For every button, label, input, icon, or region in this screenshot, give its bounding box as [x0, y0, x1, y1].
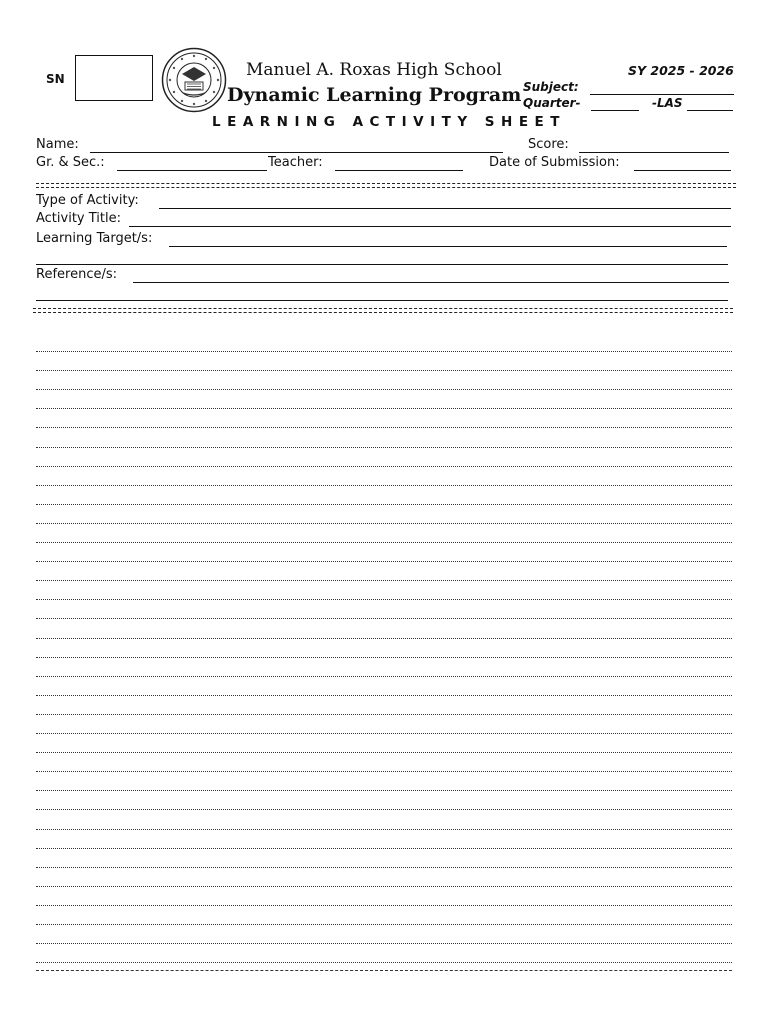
bottom-dashed-line [36, 970, 732, 971]
activity-title-field[interactable] [129, 226, 731, 227]
answer-line[interactable] [36, 790, 732, 791]
answer-line[interactable] [36, 733, 732, 734]
answer-line[interactable] [36, 599, 732, 600]
activity-title-label: Activity Title: [36, 211, 121, 226]
double-dashed-divider [36, 183, 736, 188]
answer-line[interactable] [36, 408, 732, 409]
name-label: Name: [36, 137, 79, 152]
answer-line[interactable] [36, 351, 732, 352]
answer-line[interactable] [36, 466, 732, 467]
answer-line[interactable] [36, 867, 732, 868]
teacher-label: Teacher: [268, 155, 323, 170]
grade-section-field[interactable] [117, 170, 267, 171]
answer-line[interactable] [36, 485, 732, 486]
school-seal-icon [161, 47, 227, 113]
answer-line[interactable] [36, 657, 732, 658]
reference-field[interactable] [133, 282, 729, 283]
sn-label: SN [46, 72, 65, 86]
date-submission-label: Date of Submission: [489, 155, 620, 170]
subject-field[interactable] [590, 94, 734, 95]
answer-line[interactable] [36, 771, 732, 772]
answer-line[interactable] [36, 962, 732, 963]
answer-line[interactable] [36, 523, 732, 524]
school-name: Manuel A. Roxas High School [246, 60, 502, 80]
answer-line[interactable] [36, 370, 732, 371]
answer-line[interactable] [36, 848, 732, 849]
date-submission-field[interactable] [634, 170, 731, 171]
reference-label: Reference/s: [36, 267, 117, 282]
answer-line[interactable] [36, 676, 732, 677]
answer-line[interactable] [36, 638, 732, 639]
answer-line[interactable] [36, 561, 732, 562]
learning-target-field[interactable] [169, 246, 727, 247]
score-label: Score: [528, 137, 569, 152]
grade-section-label: Gr. & Sec.: [36, 155, 105, 170]
type-of-activity-label: Type of Activity: [36, 193, 139, 208]
name-field[interactable] [90, 152, 503, 153]
sheet-title: LEARNING ACTIVITY SHEET [212, 114, 566, 130]
answer-line[interactable] [36, 504, 732, 505]
answer-line[interactable] [36, 580, 732, 581]
program-name: Dynamic Learning Program [227, 84, 522, 106]
type-of-activity-field[interactable] [159, 208, 731, 209]
answer-line[interactable] [36, 886, 732, 887]
quarter-field[interactable] [591, 110, 639, 111]
answer-line[interactable] [36, 905, 732, 906]
answer-line[interactable] [36, 829, 732, 830]
answer-line[interactable] [36, 924, 732, 925]
quarter-label: Quarter- [523, 96, 581, 110]
sn-box[interactable] [75, 55, 153, 101]
answer-line[interactable] [36, 427, 732, 428]
subject-label: Subject: [523, 80, 579, 94]
answer-line[interactable] [36, 943, 732, 944]
score-field[interactable] [579, 152, 729, 153]
answer-line[interactable] [36, 752, 732, 753]
answer-line[interactable] [36, 389, 732, 390]
double-dashed-divider-2 [33, 308, 733, 313]
answer-line[interactable] [36, 618, 732, 619]
las-field[interactable] [687, 110, 733, 111]
answer-line[interactable] [36, 695, 732, 696]
reference-field-line-2[interactable] [36, 300, 728, 301]
answer-line[interactable] [36, 809, 732, 810]
las-label: -LAS [652, 96, 683, 110]
learning-target-label: Learning Target/s: [36, 231, 153, 246]
teacher-field[interactable] [335, 170, 463, 171]
answer-line[interactable] [36, 714, 732, 715]
school-year: SY 2025 - 2026 [628, 63, 734, 78]
learning-target-field-line-2[interactable] [36, 264, 728, 265]
answer-line[interactable] [36, 542, 732, 543]
answer-line[interactable] [36, 447, 732, 448]
